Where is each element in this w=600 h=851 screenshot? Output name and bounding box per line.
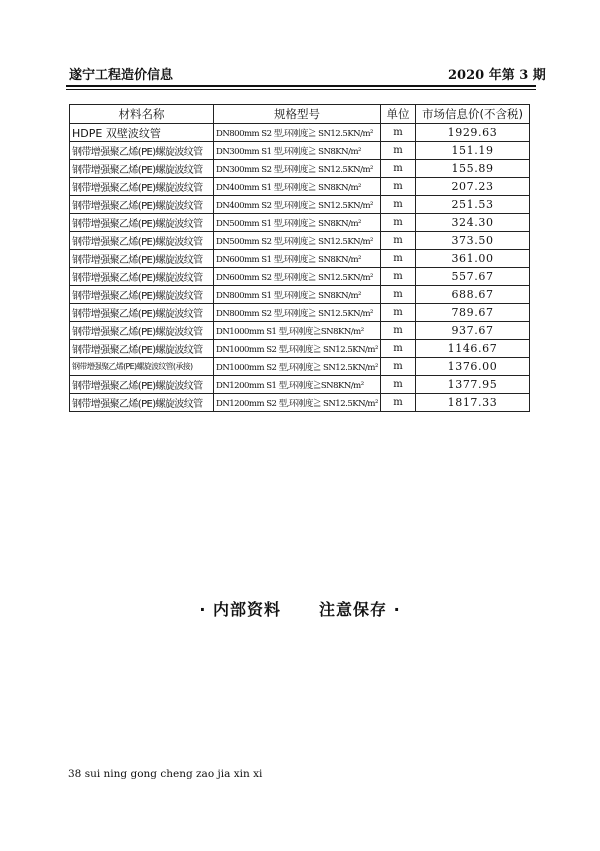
unit-cell: m — [381, 214, 416, 232]
price-cell: 688.67 — [416, 286, 530, 304]
price-cell: 207.23 — [416, 178, 530, 196]
price-cell: 1377.95 — [416, 376, 530, 394]
material-name-cell: 钢带增强聚乙烯(PE)螺旋波纹管 — [70, 214, 214, 232]
unit-cell: m — [381, 304, 416, 322]
table-row — [70, 322, 530, 340]
unit-cell: m — [381, 268, 416, 286]
unit-cell: m — [381, 340, 416, 358]
issue-number: 2020 年第 3 期 — [448, 68, 546, 83]
unit-cell: m — [381, 178, 416, 196]
price-table — [69, 104, 530, 412]
spec-cell: DN1000mm S2 型,环刚度≧ SN12.5KN/m² — [214, 340, 381, 358]
spec-cell: DN800mm S1 型,环刚度≧ SN8KN/m² — [214, 286, 381, 304]
table-row — [70, 250, 530, 268]
table-row — [70, 394, 530, 412]
table-body — [70, 124, 530, 412]
price-cell: 1929.63 — [416, 124, 530, 142]
unit-cell: m — [381, 286, 416, 304]
spec-cell: DN400mm S2 型,环刚度≧ SN12.5KN/m² — [214, 196, 381, 214]
table-row — [70, 124, 530, 142]
column-header-price: 市场信息价(不含税) — [416, 105, 530, 124]
table-row — [70, 340, 530, 358]
spec-cell: DN1200mm S1 型,环刚度≧SN8KN/m² — [214, 376, 381, 394]
unit-cell: m — [381, 124, 416, 142]
table-row — [70, 160, 530, 178]
spec-cell: DN500mm S1 型,环刚度≧ SN8KN/m² — [214, 214, 381, 232]
material-name-cell: 钢带增强聚乙烯(PE)螺旋波纹管 — [70, 178, 214, 196]
spec-cell: DN300mm S2 型,环刚度≧ SN12.5KN/m² — [214, 160, 381, 178]
material-name-cell: 钢带增强聚乙烯(PE)螺旋波纹管 — [70, 160, 214, 178]
column-header-spec: 规格型号 — [214, 105, 381, 124]
material-name-cell: 钢带增强聚乙烯(PE)螺旋波纹管(承接) — [70, 358, 214, 376]
table-row — [70, 376, 530, 394]
table-row — [70, 214, 530, 232]
spec-cell: DN1000mm S2 型,环刚度≧ SN12.5KN/m² — [214, 358, 381, 376]
publication-title: 遂宁工程造价信息 — [69, 68, 174, 83]
material-name-cell: 钢带增强聚乙烯(PE)螺旋波纹管 — [70, 376, 214, 394]
unit-cell: m — [381, 196, 416, 214]
spec-cell: DN300mm S1 型,环刚度≧ SN8KN/m² — [214, 142, 381, 160]
unit-cell: m — [381, 358, 416, 376]
table-row — [70, 142, 530, 160]
notice-internal: · 内部资料 — [199, 600, 281, 619]
table-row — [70, 268, 530, 286]
material-name-cell: 钢带增强聚乙烯(PE)螺旋波纹管 — [70, 322, 214, 340]
table-row — [70, 286, 530, 304]
notice — [0, 597, 600, 620]
table-row — [70, 232, 530, 250]
spec-cell: DN1000mm S1 型,环刚度≧SN8KN/m² — [214, 322, 381, 340]
unit-cell: m — [381, 232, 416, 250]
spec-cell: DN800mm S2 型,环刚度≧ SN12.5KN/m² — [214, 124, 381, 142]
unit-cell: m — [381, 160, 416, 178]
material-name-cell: 钢带增强聚乙烯(PE)螺旋波纹管 — [70, 196, 214, 214]
material-name-cell: 钢带增强聚乙烯(PE)螺旋波纹管 — [70, 340, 214, 358]
price-cell: 557.67 — [416, 268, 530, 286]
material-name-cell: 钢带增强聚乙烯(PE)螺旋波纹管 — [70, 250, 214, 268]
material-name-cell: HDPE 双壁波纹管 — [70, 124, 214, 142]
table-row — [70, 196, 530, 214]
table-row — [70, 358, 530, 376]
unit-cell: m — [381, 142, 416, 160]
header-divider — [66, 85, 536, 87]
spec-cell: DN1200mm S2 型,环刚度≧ SN12.5KN/m² — [214, 394, 381, 412]
price-cell: 1146.67 — [416, 340, 530, 358]
unit-cell: m — [381, 376, 416, 394]
price-cell: 1817.33 — [416, 394, 530, 412]
column-header-unit: 单位 — [381, 105, 416, 124]
header-divider-thin — [66, 89, 536, 90]
price-cell: 1376.00 — [416, 358, 530, 376]
table-header-row — [70, 105, 530, 124]
material-name-cell: 钢带增强聚乙烯(PE)螺旋波纹管 — [70, 232, 214, 250]
spec-cell: DN800mm S2 型,环刚度≧ SN12.5KN/m² — [214, 304, 381, 322]
material-name-cell: 钢带增强聚乙烯(PE)螺旋波纹管 — [70, 286, 214, 304]
price-cell: 789.67 — [416, 304, 530, 322]
column-header-material: 材料名称 — [70, 105, 214, 124]
table-row — [70, 304, 530, 322]
price-cell: 151.19 — [416, 142, 530, 160]
spec-cell: DN400mm S1 型,环刚度≧ SN8KN/m² — [214, 178, 381, 196]
material-name-cell: 钢带增强聚乙烯(PE)螺旋波纹管 — [70, 142, 214, 160]
unit-cell: m — [381, 250, 416, 268]
price-cell: 324.30 — [416, 214, 530, 232]
spec-cell: DN600mm S2 型,环刚度≧ SN12.5KN/m² — [214, 268, 381, 286]
spec-cell: DN500mm S2 型,环刚度≧ SN12.5KN/m² — [214, 232, 381, 250]
notice-keep: 注意保存 · — [319, 600, 401, 619]
price-cell: 373.50 — [416, 232, 530, 250]
material-name-cell: 钢带增强聚乙烯(PE)螺旋波纹管 — [70, 268, 214, 286]
table-row — [70, 178, 530, 196]
unit-cell: m — [381, 322, 416, 340]
price-cell: 937.67 — [416, 322, 530, 340]
unit-cell: m — [381, 394, 416, 412]
price-cell: 251.53 — [416, 196, 530, 214]
price-cell: 155.89 — [416, 160, 530, 178]
spec-cell: DN600mm S1 型,环刚度≧ SN8KN/m² — [214, 250, 381, 268]
material-name-cell: 钢带增强聚乙烯(PE)螺旋波纹管 — [70, 304, 214, 322]
material-name-cell: 钢带增强聚乙烯(PE)螺旋波纹管 — [70, 394, 214, 412]
page-footer: 38 sui ning gong cheng zao jia xin xi — [68, 768, 263, 780]
price-cell: 361.00 — [416, 250, 530, 268]
